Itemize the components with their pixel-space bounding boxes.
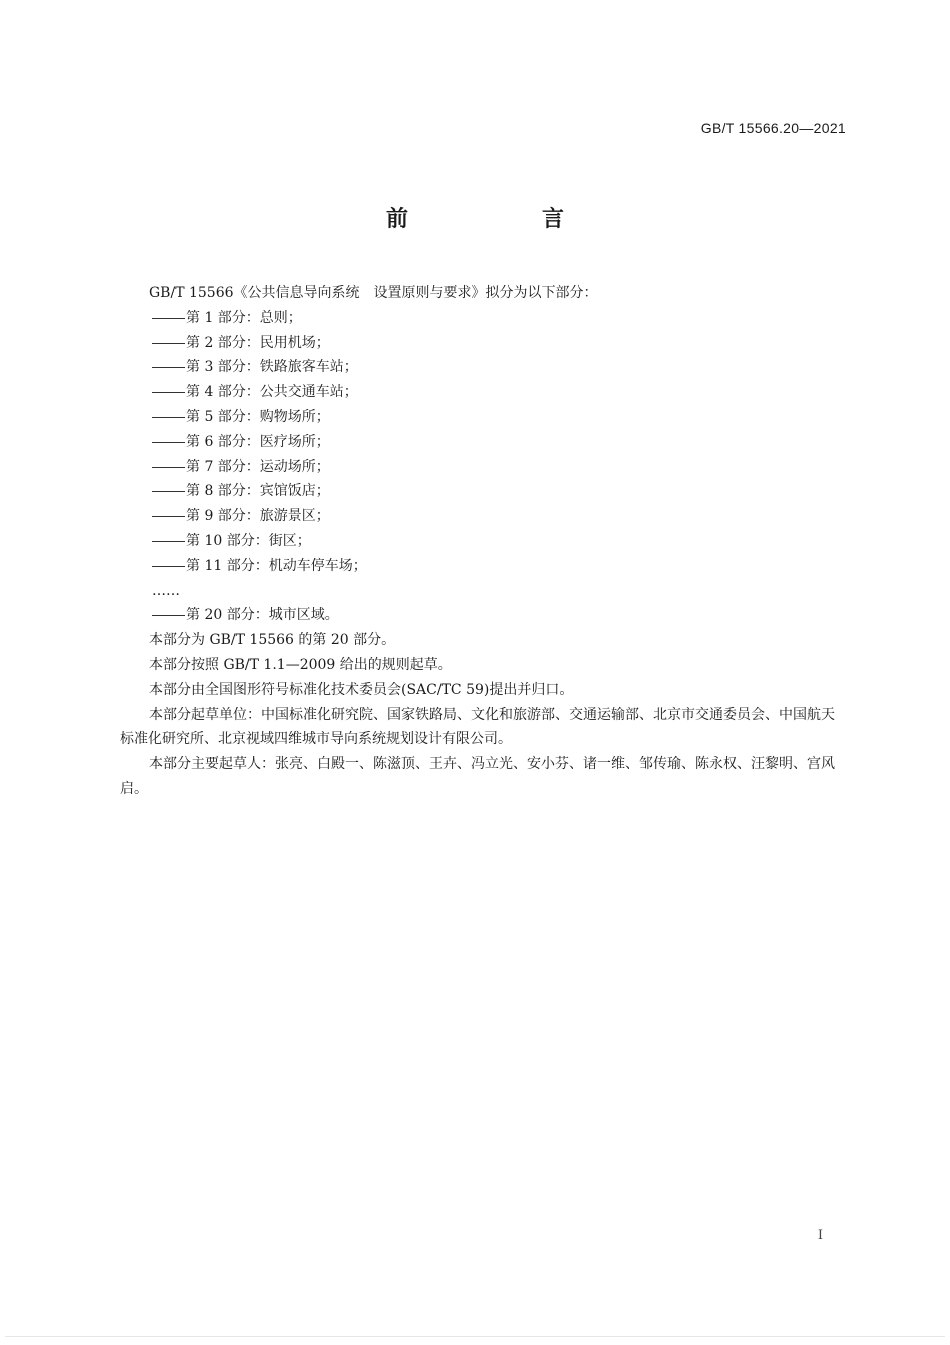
page-title: 前 言 [385,207,620,232]
list-item: 第 3 部分：铁路旅客车站； [120,355,848,380]
standard-code: GB/T 15566.20—2021 [700,120,846,136]
list-ellipsis: …… [152,582,180,599]
dash-icon [152,467,185,468]
list-item: 第 9 部分：旅游景区； [120,504,848,529]
paragraph: 本部分主要起草人：张亮、白殿一、陈滋顶、王卉、冯立光、安小芬、诸一维、邹传瑜、陈永权、汪黎明、宫风启。 [120,756,835,797]
paragraph: 本部分由全国图形符号标准化技术委员会(SAC/TC 59)提出并归口。 [149,681,574,698]
dash-icon [152,491,185,492]
list-item: 第 2 部分：民用机场； [120,331,848,356]
dash-icon [152,541,185,542]
dash-icon [152,367,185,368]
list-item: 第 20 部分：城市区域。 [120,603,848,628]
list-item: 第 10 部分：街区； [120,529,848,554]
dash-icon [152,516,185,517]
intro-paragraph: GB/T 15566《公共信息导向系统 设置原则与要求》拟分为以下部分： [149,285,598,301]
list-item: 第 4 部分：公共交通车站； [120,380,848,405]
dash-icon [152,343,185,344]
paragraph: 本部分按照 GB/T 1.1—2009 给出的规则起草。 [149,656,452,673]
dash-icon [152,442,185,443]
list-item: 第 8 部分：宾馆饭店； [120,479,848,504]
dash-icon [152,566,185,567]
foreword-body [120,281,848,802]
list-item: 第 6 部分：医疗场所； [120,430,848,455]
paragraph: 本部分起草单位：中国标准化研究院、国家铁路局、文化和旅游部、交通运输部、北京市交通委员会、中国航天标准化研究所、北京视域四维城市导向系统规划设计有限公司。 [120,706,835,748]
dash-icon [152,392,185,393]
list-item: 第 11 部分：机动车停车场； [120,554,848,579]
list-item: 第 1 部分：总则； [120,306,848,331]
list-item: 第 5 部分：购物场所； [120,405,848,430]
list-item: 第 7 部分：运动场所； [120,455,848,480]
bottom-divider [5,1336,945,1337]
dash-icon [152,318,185,319]
page-number: I [817,1228,823,1243]
dash-icon [152,417,185,418]
dash-icon [152,615,185,616]
paragraph: 本部分为 GB/T 15566 的第 20 部分。 [149,632,396,649]
